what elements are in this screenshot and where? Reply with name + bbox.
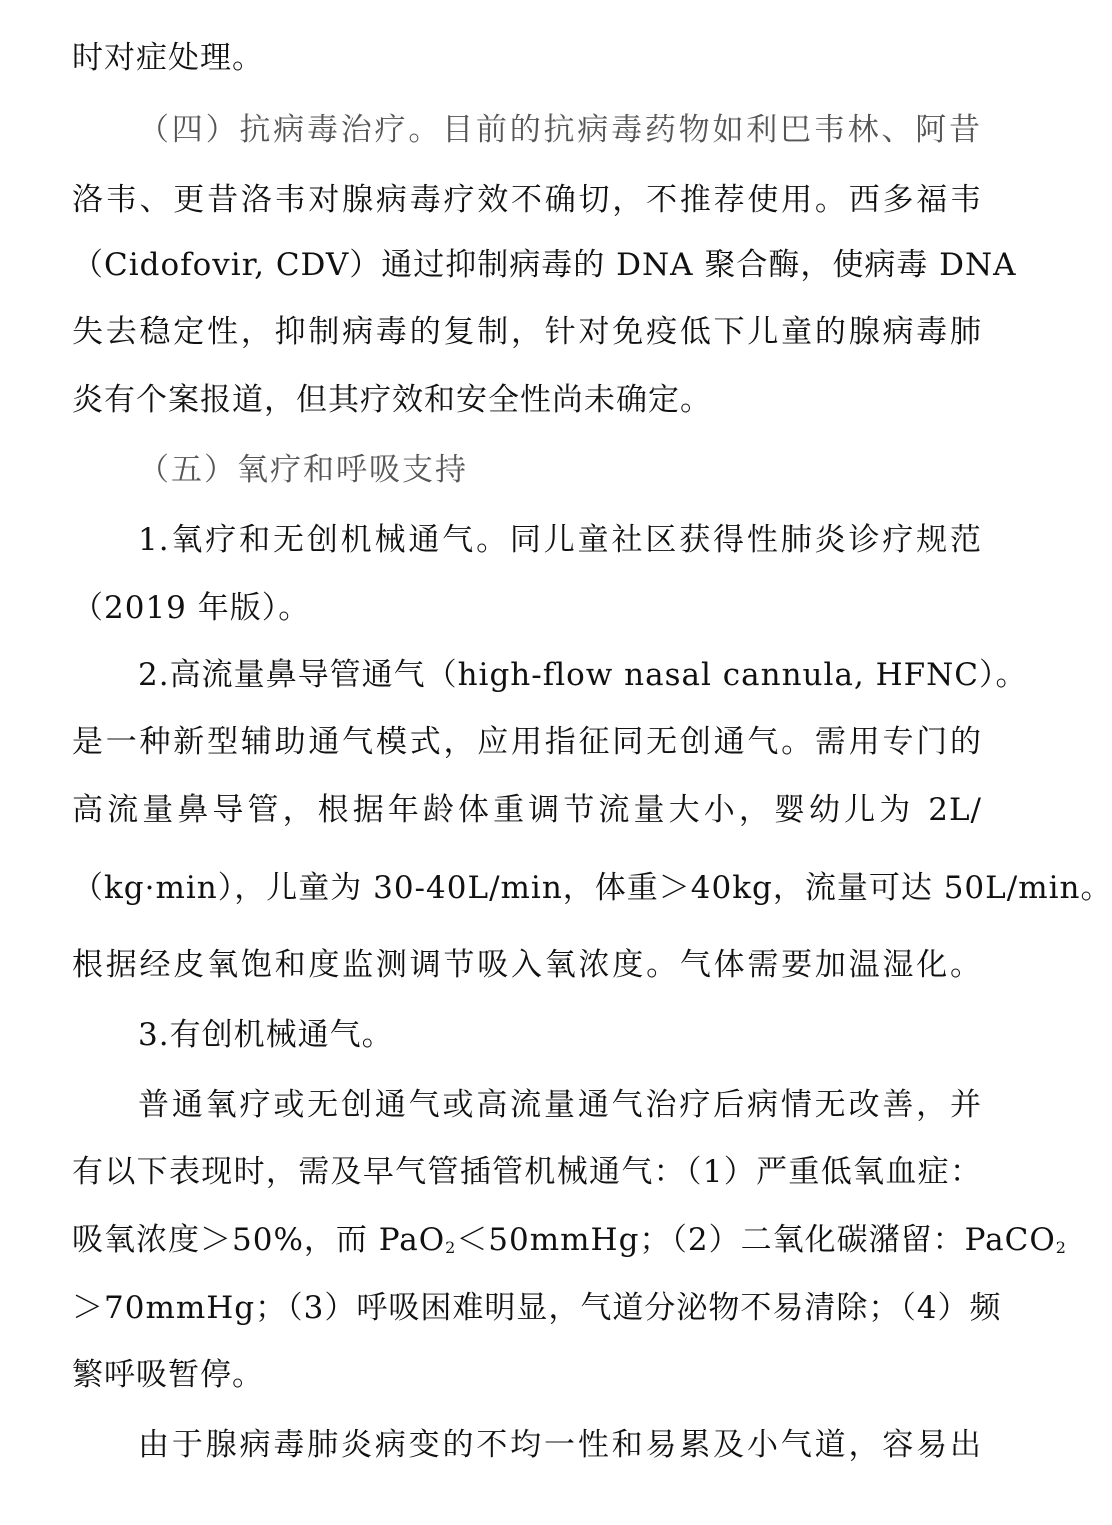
section-heading-oxygen: （五）氧疗和呼吸支持: [138, 452, 468, 488]
section-heading-antiviral: （四）抗病毒治疗。目前的抗病毒药物如利巴韦林、阿昔: [138, 112, 982, 148]
text-line: 有以下表现时，需及早气管插管机械通气：（1）严重低氧血症：: [72, 1154, 982, 1190]
text-line: 洛韦、更昔洛韦对腺病毒疗效不确切，不推荐使用。西多福韦: [72, 182, 982, 218]
text-line: 根据经皮氧饱和度监测调节吸入氧浓度。气体需要加温湿化。: [72, 947, 982, 983]
subscript: 2: [1055, 1238, 1067, 1257]
text-line: （kg·min），儿童为 30-40L/min，体重＞40kg，流量可达 50L/min。: [72, 870, 1112, 906]
text-line: （2019 年版）。: [72, 590, 311, 626]
text-line: 高流量鼻导管，根据年龄体重调节流量大小，婴幼儿为 2L/: [72, 792, 982, 828]
text-segment: 吸氧浓度＞50%，而 PaO: [72, 1222, 446, 1258]
text-line: 是一种新型辅助通气模式，应用指征同无创通气。需用专门的: [72, 724, 982, 760]
text-line: 由于腺病毒肺炎病变的不均一性和易累及小气道，容易出: [138, 1427, 982, 1463]
text-line: 2.高流量鼻导管通气（high-flow nasal cannula, HFNC）。: [138, 657, 1028, 693]
text-line: 时对症处理。: [72, 40, 264, 76]
text-segment: ＜50mmHg；（2）二氧化碳潴留：PaCO: [456, 1222, 1056, 1258]
text-line-subscripts: [72, 1220, 1067, 1260]
text-line: ＞70mmHg；（3）呼吸困难明显，气道分泌物不易清除；（4）频: [72, 1290, 1002, 1326]
subscript: 2: [445, 1238, 457, 1257]
text-line: 1.氧疗和无创机械通气。同儿童社区获得性肺炎诊疗规范: [138, 522, 982, 558]
text-line: （Cidofovir, CDV）通过抑制病毒的 DNA 聚合酶，使病毒 DNA: [72, 247, 1017, 283]
text-line: 繁呼吸暂停。: [72, 1357, 264, 1393]
text-line: 普通氧疗或无创通气或高流量通气治疗后病情无改善，并: [138, 1087, 982, 1123]
text-line: 炎有个案报道，但其疗效和安全性尚未确定。: [72, 382, 712, 418]
text-line: 失去稳定性，抑制病毒的复制，针对免疫低下儿童的腺病毒肺: [72, 314, 982, 350]
text-line: 3.有创机械通气。: [138, 1017, 394, 1053]
